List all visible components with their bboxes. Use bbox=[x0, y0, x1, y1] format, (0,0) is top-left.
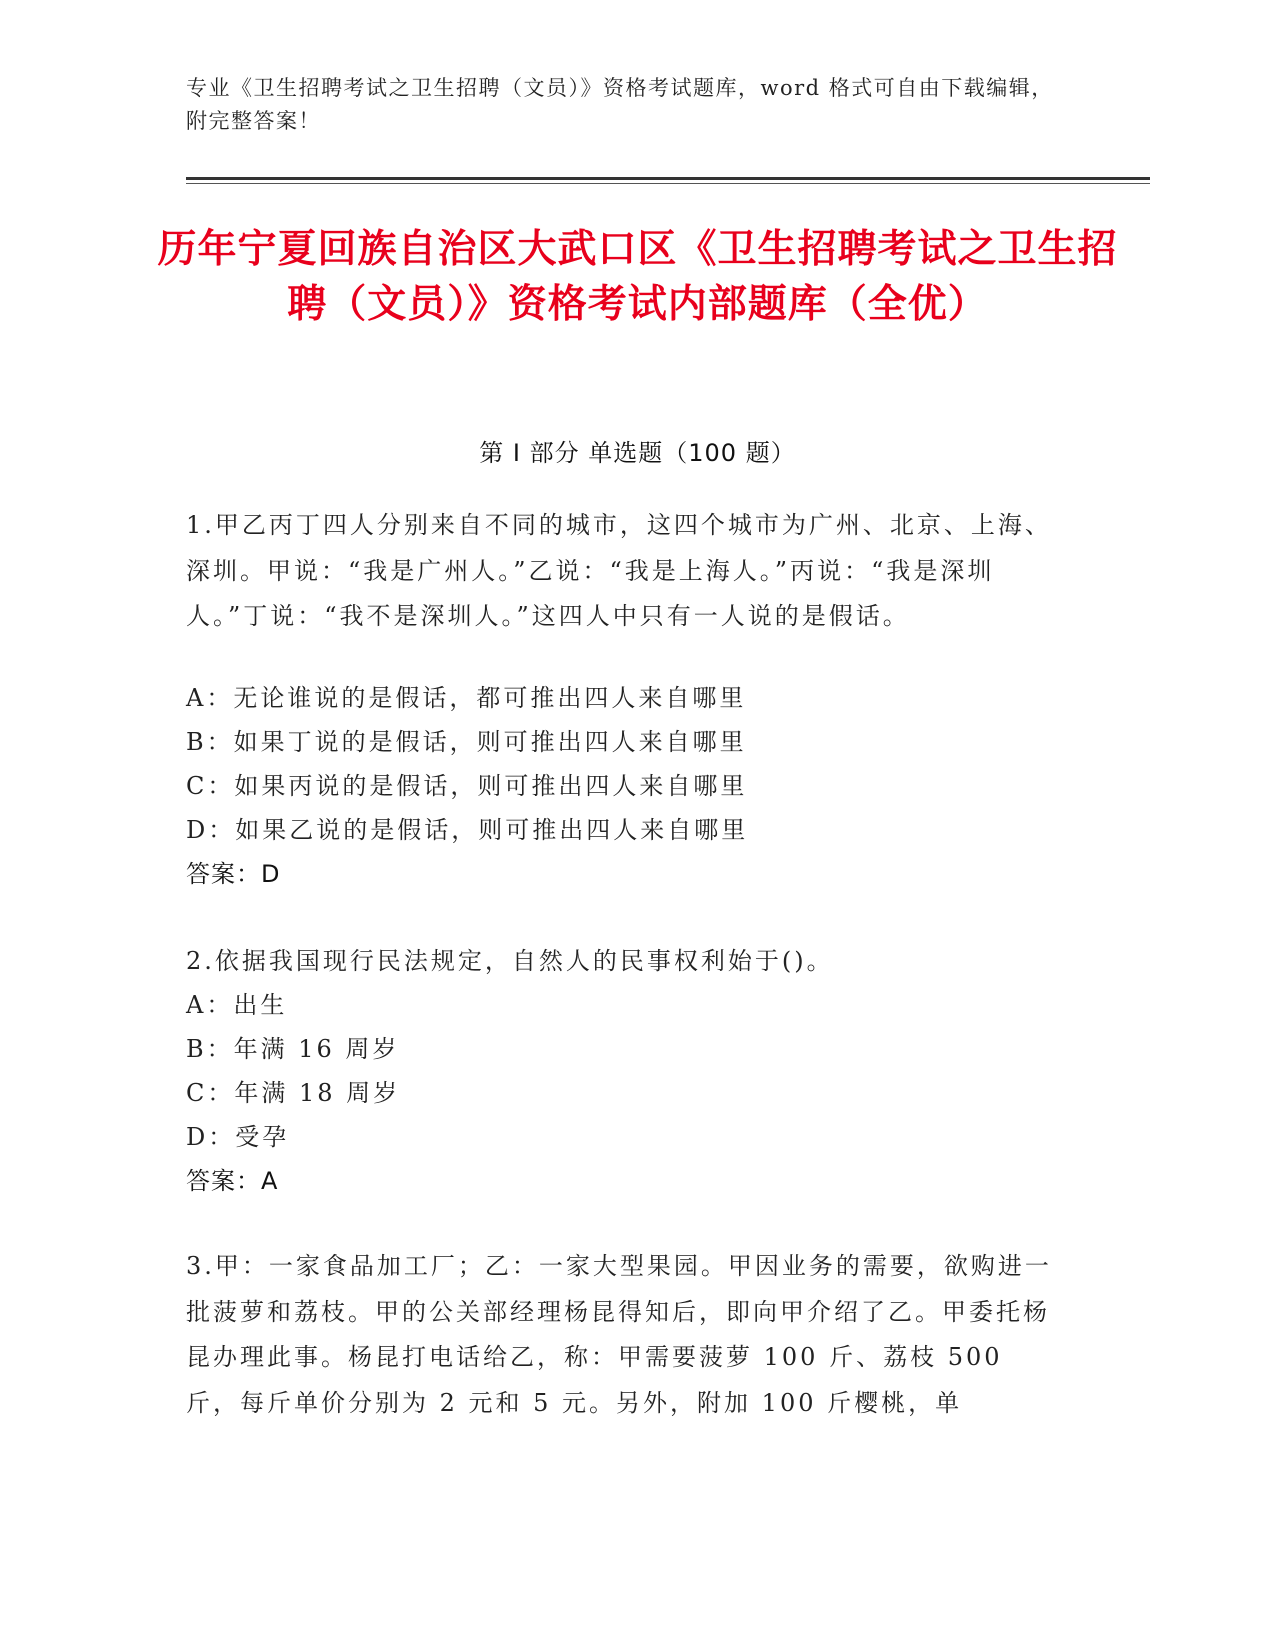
question-1-answer: 答案：D bbox=[186, 860, 281, 888]
question-1-option-a: A：无论谁说的是假话，都可推出四人来自哪里 bbox=[186, 684, 747, 712]
question-2-option-b: B：年满 16 周岁 bbox=[186, 1035, 400, 1063]
header-divider-thin bbox=[186, 183, 1150, 184]
question-3-text: 3.甲：一家食品加工厂；乙：一家大型果园。甲因业务的需要，欲购进一批菠萝和荔枝。甲的公关部经理杨昆得知后，即向甲介绍了乙。甲委托杨昆办理此事。杨昆打电话给乙，称：甲需要菠萝 100 斤、荔枝 500 斤，每斤单价分别为 2 元和 5 元。另外，附加 100 斤樱桃，单 bbox=[186, 1252, 1052, 1417]
question-1-text: 1.甲乙丙丁四人分别来自不同的城市，这四个城市为广州、北京、上海、深圳。甲说：“我是广州人。”乙说：“我是上海人。”丙说：“我是深圳人。”丁说：“我不是深圳人。”这四人中只有一人说的是假话。 bbox=[186, 511, 1052, 630]
question-2-option-d: D：受孕 bbox=[186, 1123, 290, 1151]
document-title: 历年宁夏回族自治区大武口区《卫生招聘考试之卫生招聘（文员）》资格考试内部题库（全优） bbox=[157, 227, 1118, 327]
question-2-option-a: A：出生 bbox=[186, 991, 288, 1019]
question-2-text: 2.依据我国现行民法规定，自然人的民事权利始于()。 bbox=[186, 947, 834, 975]
header-note: 专业《卫生招聘考试之卫生招聘（文员）》资格考试题库，word 格式可自由下载编辑，附完整答案！ bbox=[186, 76, 1054, 133]
section-heading: 第 I 部分 单选题（100 题） bbox=[479, 439, 796, 467]
question-1-option-b: B：如果丁说的是假话，则可推出四人来自哪里 bbox=[186, 728, 747, 756]
header-divider-thick bbox=[186, 177, 1150, 180]
question-1-option-d: D：如果乙说的是假话，则可推出四人来自哪里 bbox=[186, 816, 749, 844]
question-2-answer: 答案：A bbox=[186, 1167, 279, 1195]
question-2-option-c: C：年满 18 周岁 bbox=[186, 1079, 401, 1107]
question-1-option-c: C：如果丙说的是假话，则可推出四人来自哪里 bbox=[186, 772, 748, 800]
